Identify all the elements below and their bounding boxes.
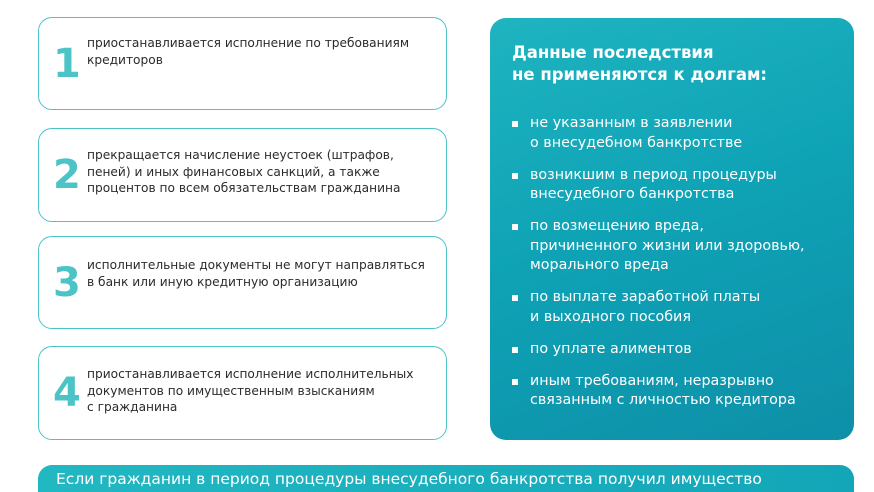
bullet-icon	[512, 295, 518, 301]
card-number: 3	[53, 259, 81, 306]
list-item-text: по выплате заработной платы и выходного пособия	[530, 289, 761, 325]
list-item	[512, 217, 840, 276]
card-text: приостанавливается исполнение по требованиям кредиторов	[87, 36, 410, 67]
consequence-card-4	[38, 346, 447, 440]
bullet-icon	[512, 224, 518, 230]
bullet-icon	[512, 173, 518, 179]
card-text: прекращается начисление неустоек (штрафов, пеней) и иных финансовых санкций, а также процентов по всем обязательствам гражданина	[87, 148, 401, 195]
card-text: приостанавливается исполнение исполнительных документов по имущественным взысканиям с гражданина	[87, 367, 414, 414]
list-item	[512, 288, 840, 327]
card-number: 4	[53, 370, 81, 416]
exceptions-list	[512, 114, 840, 423]
list-item-text: по возмещению вреда, причиненного жизни или здоровью, морального вреда	[530, 218, 805, 273]
panel-title: Данные последствия не применяются к долгам:	[512, 43, 768, 84]
bottom-note-text: Если гражданин в период процедуры внесудебного банкротства получил имущество	[56, 470, 762, 488]
consequence-card-3	[38, 236, 447, 329]
consequence-card-1	[38, 17, 447, 110]
bullet-icon	[512, 379, 518, 385]
list-item-text: по уплате алиментов	[530, 340, 692, 357]
bullet-icon	[512, 121, 518, 127]
list-item	[512, 340, 840, 360]
card-text: исполнительные документы не могут направляться в банк или иную кредитную организацию	[87, 258, 425, 289]
bottom-note-banner	[38, 465, 854, 492]
consequence-card-2	[38, 128, 447, 222]
list-item	[512, 166, 840, 205]
exceptions-panel	[490, 18, 854, 440]
bullet-icon	[512, 347, 518, 353]
list-item-text: возникшим в период процедуры внесудебного банкротства	[530, 166, 777, 202]
card-number: 2	[53, 152, 81, 198]
list-item	[512, 114, 840, 153]
list-item-text: иным требованиям, неразрывно связанным с личностью кредитора	[530, 372, 796, 408]
list-item	[512, 372, 840, 411]
list-item-text: не указанным в заявлении о внесудебном банкротстве	[530, 115, 743, 151]
card-number: 1	[53, 40, 81, 87]
